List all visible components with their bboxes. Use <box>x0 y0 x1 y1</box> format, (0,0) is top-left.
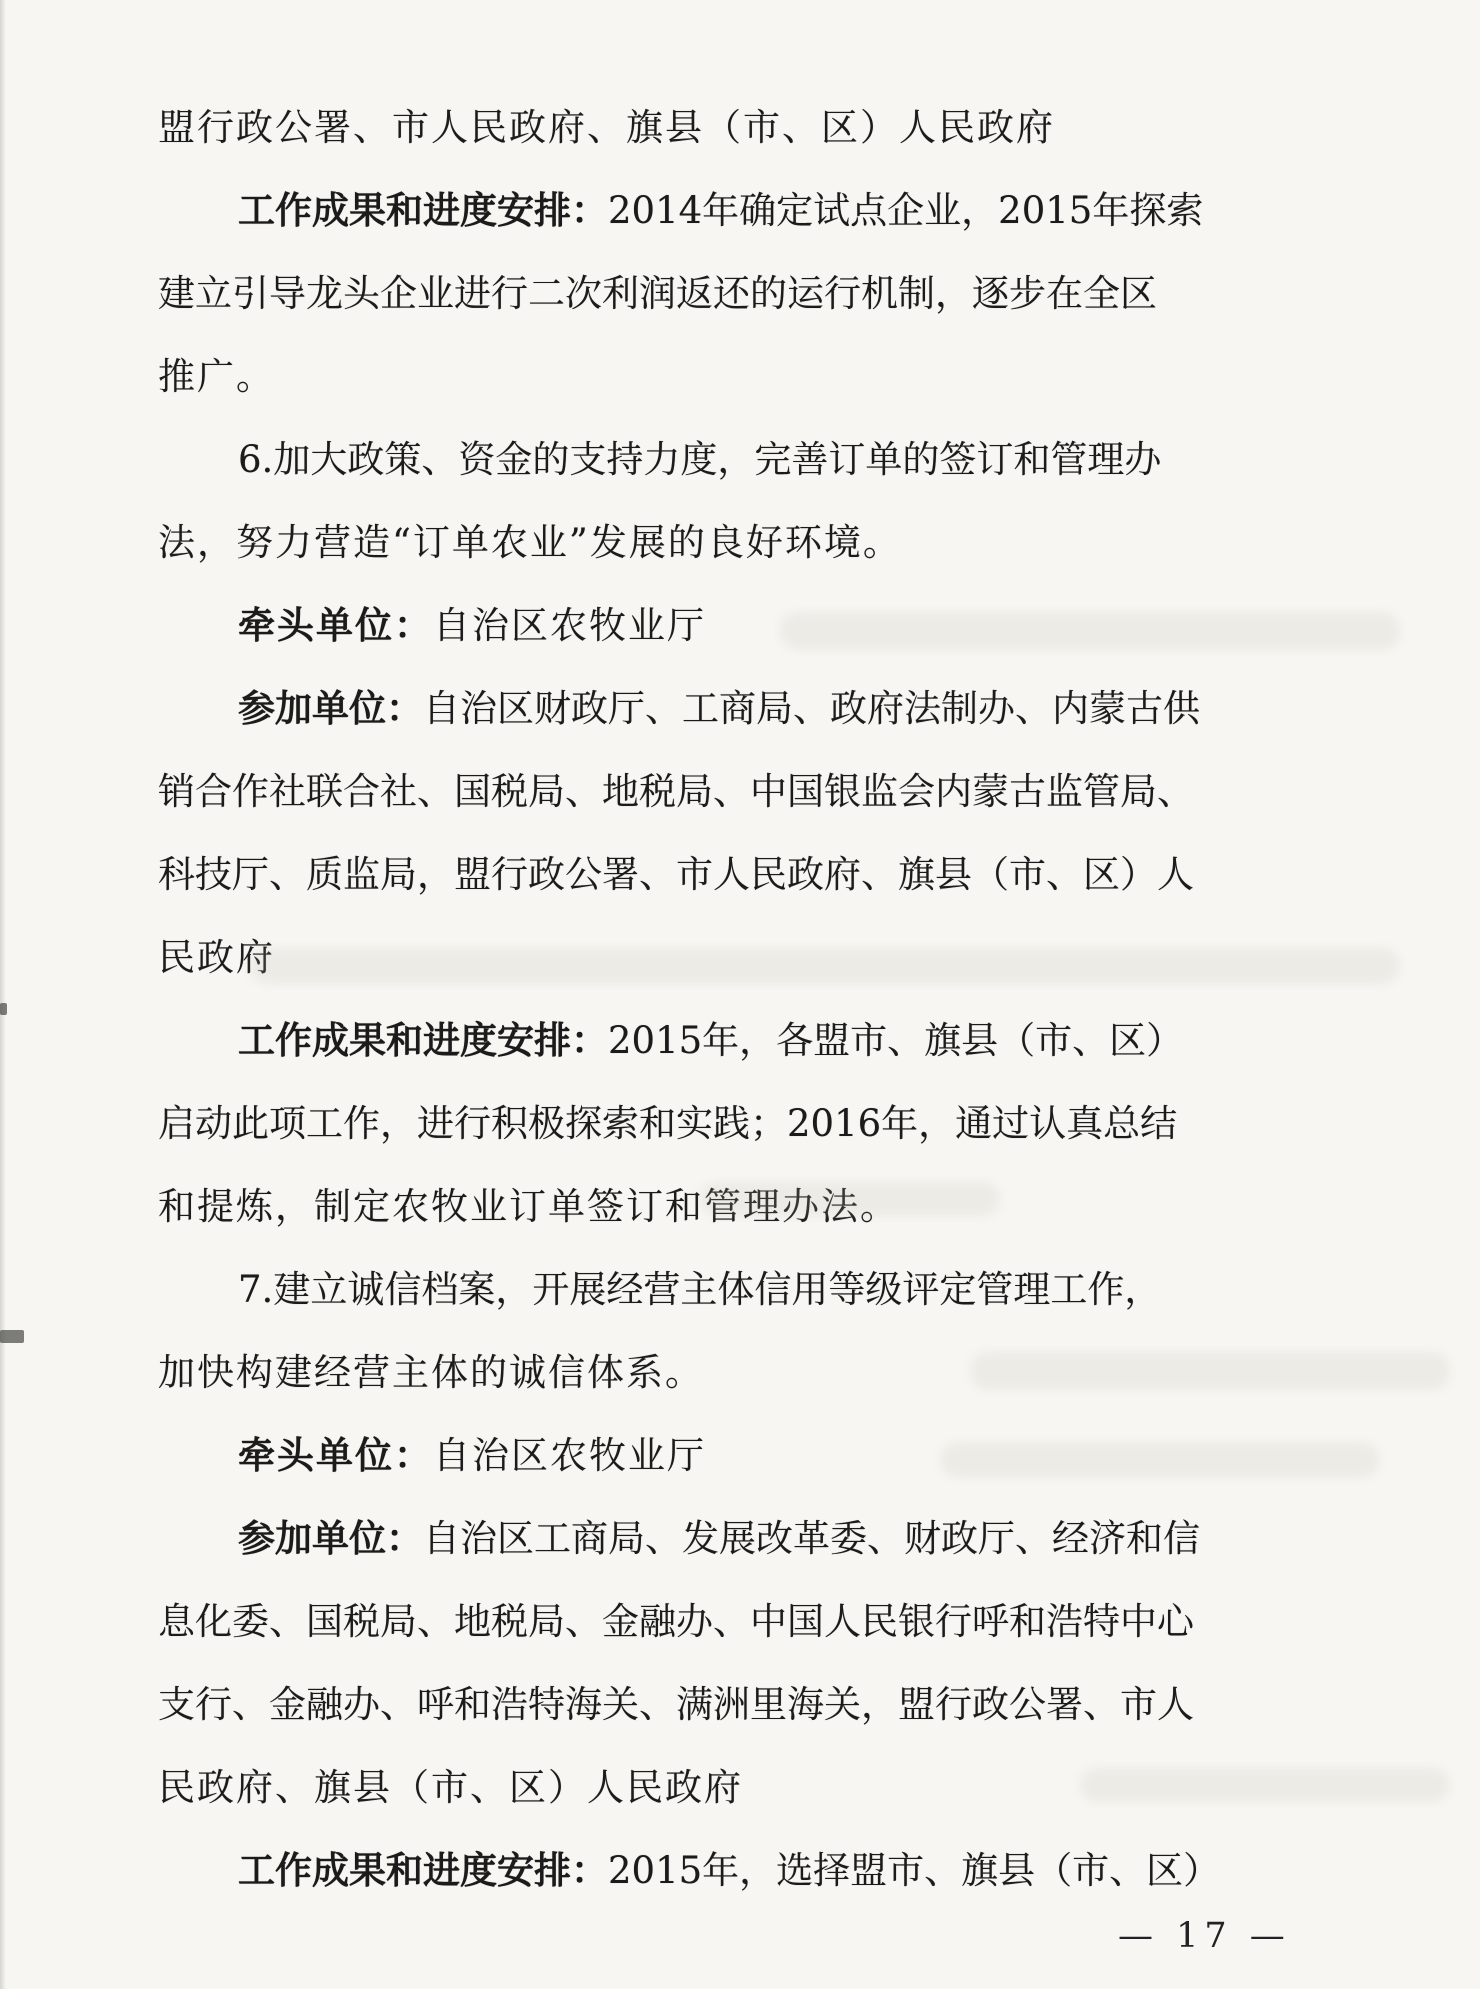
document-line: 销 合 作 社 联 合 社 、 国 税 局 、 地 税 局 、 中 国 银 监 会 内 蒙 古 监 管 局 、 <box>158 770 1194 813</box>
document-line: 支 行 、 金 融 办 、 呼 和 浩 特 海 关 、 满 洲 里 海 关 ， 盟 行 政 公 署 、 市 人 <box>158 1683 1194 1726</box>
document-line: 科 技 厅 、 质 监 局 ， 盟 行 政 公 署 、 市 人 民 政 府 、 旗 县 （ 市 、 区 ） 人 <box>158 853 1194 896</box>
document-line: 民政府 <box>158 936 275 979</box>
scan-speck <box>0 1003 7 1015</box>
document-line: 7. 建 立 诚 信 档 案 ， 开 展 经 营 主 体 信 用 等 级 评 定 管 理 工 作 ， <box>238 1268 1162 1311</box>
document-line: 牵头单位：自治区农牧业厅 <box>238 604 706 647</box>
document-line: 盟行政公署、市人民政府、旗县（市、区）人民政府 <box>158 106 1055 149</box>
document-line: 牵头单位：自治区农牧业厅 <box>238 1434 706 1477</box>
document-line: 工 作 成 果 和 进 度 安 排 ： 2015 年 ， 各 盟 市 、 旗 县 （ 市 、 区 ） <box>238 1019 1184 1062</box>
document-line: 参 加 单 位 ： 自 治 区 财 政 厅 、 工 商 局 、 政 府 法 制 办 、 内 蒙 古 供 <box>238 687 1200 730</box>
document-line: 法，努力营造“订单农业”发展的良好环境。 <box>158 521 902 564</box>
page-number: — 17 — <box>1118 1916 1291 1956</box>
document-line: 加快构建经营主体的诚信体系。 <box>158 1351 704 1394</box>
document-line: 推广。 <box>158 355 275 398</box>
document-line: 工 作 成 果 和 进 度 安 排 ： 2015 年 ， 选 择 盟 市 、 旗 县 （ 市 、 区 ） <box>238 1849 1221 1892</box>
document-line: 民政府、旗县（市、区）人民政府 <box>158 1766 743 1809</box>
document-line: 6. 加 大 政 策 、 资 金 的 支 持 力 度 ， 完 善 订 单 的 签 订 和 管 理 办 <box>238 438 1162 481</box>
document-line: 建 立 引 导 龙 头 企 业 进 行 二 次 利 润 返 还 的 运 行 机 制 ， 逐 步 在 全 区 <box>158 272 1157 315</box>
document-line: 启 动 此 项 工 作 ， 进 行 积 极 探 索 和 实 践 ； 2016 年 ， 通 过 认 真 总 结 <box>158 1102 1178 1145</box>
document-line: 和提炼，制定农牧业订单签订和管理办法。 <box>158 1185 899 1228</box>
document-line: 工 作 成 果 和 进 度 安 排 ： 2014 年 确 定 试 点 企 业 ， 2015 年 探 索 <box>238 189 1204 232</box>
document-line: 息 化 委 、 国 税 局 、 地 税 局 、 金 融 办 、 中 国 人 民 银 行 呼 和 浩 特 中 心 <box>158 1600 1194 1643</box>
scan-speck <box>0 1330 24 1343</box>
document-line: 参 加 单 位 ： 自 治 区 工 商 局 、 发 展 改 革 委 、 财 政 厅 、 经 济 和 信 <box>238 1517 1200 1560</box>
